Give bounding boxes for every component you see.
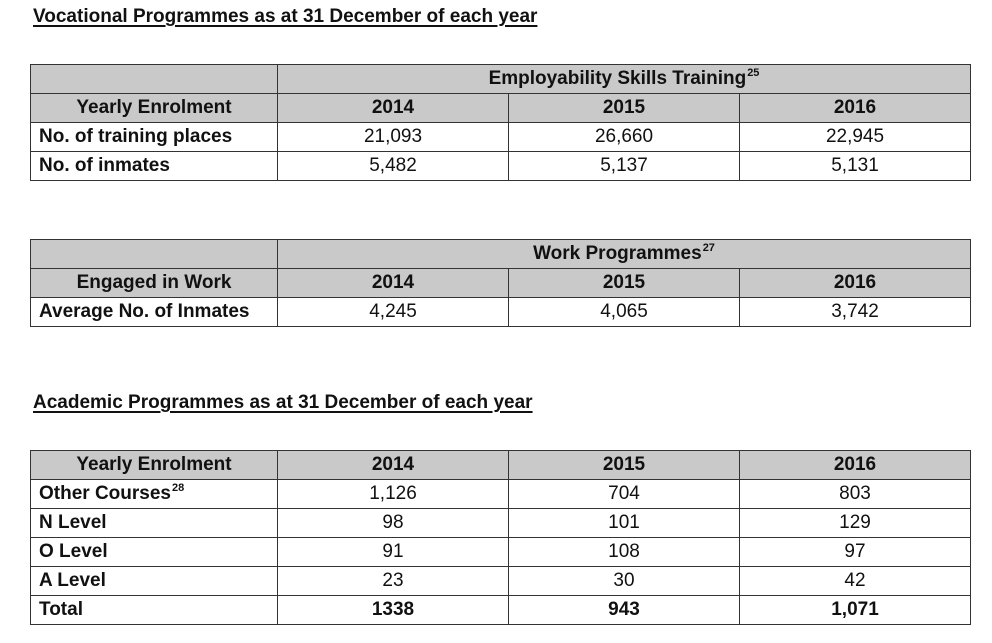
table-row — [31, 567, 971, 596]
table-row — [31, 152, 971, 181]
table-cell: 98 — [278, 509, 509, 538]
table-title: Work Programmes$^{27}$ — [278, 240, 971, 269]
table-cell: 23 — [278, 567, 509, 596]
column-header-label: Yearly Enrolment — [31, 94, 278, 123]
table-header-row — [31, 451, 971, 480]
table-cell: 5,131 — [740, 152, 971, 181]
table-cell: 97 — [740, 538, 971, 567]
column-header-year: 2016 — [740, 94, 971, 123]
table-title-row — [31, 65, 971, 94]
row-label: No. of training places — [31, 123, 278, 152]
column-header-year: 2014 — [278, 94, 509, 123]
academic-heading: Academic Programmes as at 31 December of each year — [33, 392, 533, 413]
table-cell: 101 — [509, 509, 740, 538]
total-row — [31, 596, 971, 625]
row-label: Other Courses$^{28}$ — [31, 480, 278, 509]
table-row — [31, 538, 971, 567]
table-row — [31, 509, 971, 538]
table-cell: 4,065 — [509, 298, 740, 327]
table-cell: 3,742 — [740, 298, 971, 327]
footnote-marker: 25 — [747, 67, 760, 79]
table-cell: 30 — [509, 567, 740, 596]
table-title-row — [31, 240, 971, 269]
table-row — [31, 480, 971, 509]
table-cell: 91 — [278, 538, 509, 567]
vocational-heading: Vocational Programmes as at 31 December of each year — [33, 6, 538, 27]
table-cell: 943 — [509, 596, 740, 625]
column-header-year: 2015 — [509, 451, 740, 480]
row-label: O Level — [31, 538, 278, 567]
table-cell: 704 — [509, 480, 740, 509]
table-cell: 22,945 — [740, 123, 971, 152]
table-cell: 5,137 — [509, 152, 740, 181]
employability-skills-table — [30, 64, 971, 181]
table-cell: 1,071 — [740, 596, 971, 625]
table-cell: 108 — [509, 538, 740, 567]
row-label: No. of inmates — [31, 152, 278, 181]
table-row — [31, 123, 971, 152]
table-header-row — [31, 269, 971, 298]
table-title: Employability Skills Training$^{25}$ — [278, 65, 971, 94]
column-header-year: 2015 — [509, 269, 740, 298]
table-row — [31, 298, 971, 327]
table-cell: 26,660 — [509, 123, 740, 152]
column-header-label: Yearly Enrolment — [31, 451, 278, 480]
table-cell: 803 — [740, 480, 971, 509]
work-programmes-table — [30, 239, 971, 327]
table-cell: 129 — [740, 509, 971, 538]
row-label: Average No. of Inmates — [31, 298, 278, 327]
table-cell: 4,245 — [278, 298, 509, 327]
table-cell: 1338 — [278, 596, 509, 625]
row-label: Total — [31, 596, 278, 625]
row-label: A Level — [31, 567, 278, 596]
column-header-year: 2016 — [740, 451, 971, 480]
table-header-row — [31, 94, 971, 123]
table-cell: 42 — [740, 567, 971, 596]
column-header-year: 2016 — [740, 269, 971, 298]
academic-programmes-table — [30, 450, 971, 625]
row-label: N Level — [31, 509, 278, 538]
table-cell: 21,093 — [278, 123, 509, 152]
column-header-year: 2014 — [278, 269, 509, 298]
footnote-marker: 27 — [702, 242, 715, 254]
table-cell: 5,482 — [278, 152, 509, 181]
column-header-year: 2014 — [278, 451, 509, 480]
table-cell: 1,126 — [278, 480, 509, 509]
footnote-marker: 28 — [171, 482, 185, 494]
column-header-year: 2015 — [509, 94, 740, 123]
column-header-label: Engaged in Work — [31, 269, 278, 298]
